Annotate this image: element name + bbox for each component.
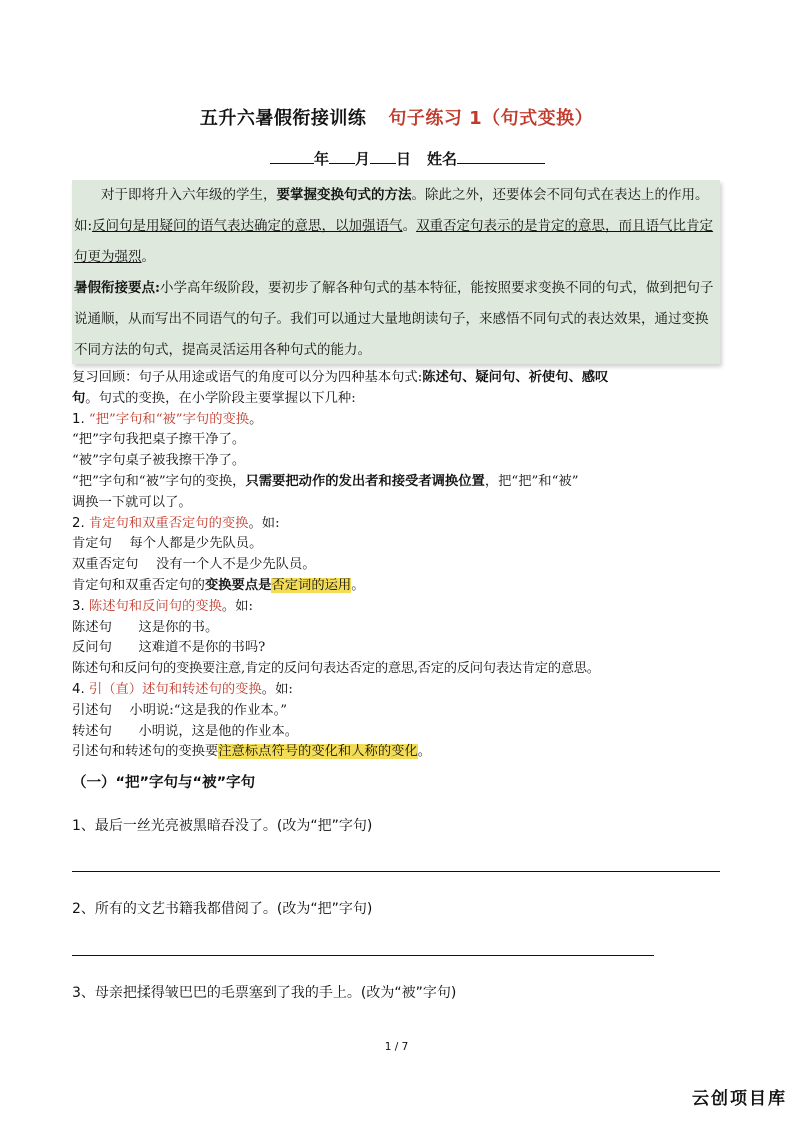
- review-line-2: [72, 389, 722, 410]
- section-3-example-1: 陈述句 这是你的书。: [72, 619, 219, 635]
- section-2-example-1: 肯定句 每个人都是少先队员。: [72, 536, 263, 552]
- section-3-title: 陈述句和反问句的变换: [88, 598, 222, 614]
- section-4-note-end: 。: [417, 744, 432, 760]
- page-title: [0, 104, 793, 130]
- intro-p1-underline-2: 双重否定句表示的是肯定的意思，而且语气比肯定句更为强烈: [74, 218, 714, 265]
- section-1-note-bold: 只需要把动作的发出者和接受者调换位置: [245, 473, 485, 489]
- answer-line-2[interactable]: [72, 955, 654, 956]
- section-4-example-1: 引述句 小明说:“这是我的作业本。”: [72, 702, 288, 718]
- section-3-end: 。如:: [221, 598, 253, 614]
- name-label: 姓名: [427, 150, 458, 168]
- question-1: 1、最后一丝光亮被黑暗吞没了。(改为“把”字句): [72, 818, 373, 834]
- review-intro: 复习回顾：句子从用途或语气的角度可以分为四种基本句式:: [72, 370, 423, 385]
- section-2-end: 。如:: [248, 515, 280, 531]
- section-2-note-end: 。: [351, 577, 365, 593]
- title-sub: 句子练习 1（句式变换）: [388, 108, 594, 129]
- intro-p1-underline-1: 反问句是用疑问的语气表达确定的意思，以加强语气: [92, 218, 403, 234]
- review-section: [72, 368, 722, 763]
- section-3-note: 陈述句和反问句的变换要注意,肯定的反问句表达否定的意思,否定的反问句表达肯定的意思。: [72, 661, 600, 677]
- section-3-number: 3.: [72, 598, 85, 614]
- section-1-note-tail: ，把“把”和“被”: [484, 473, 579, 489]
- section-1-example-2: “被”字句桌子被我擦干净了。: [72, 453, 246, 469]
- section-1-note-2: 调换一下就可以了。: [72, 494, 192, 510]
- review-transform-intro: 。句式的变换，在小学阶段主要掌握以下几种:: [85, 390, 356, 406]
- question-2: 2、所有的文艺书籍我都借阅了。(改为“把”字句): [72, 901, 373, 917]
- section-4-end: 。如:: [261, 681, 293, 697]
- section-4-title: 引（直）述句和转述句的变换: [88, 681, 262, 697]
- section-2-note: [72, 576, 722, 597]
- intro-p1-mid: 。: [402, 218, 417, 234]
- review-four-types-end: 句: [72, 390, 86, 406]
- intro-p1-bold: 要掌握变换句式的方法: [276, 187, 412, 203]
- intro-paragraph-2: [74, 273, 718, 366]
- year-label: 年: [314, 150, 330, 168]
- day-blank[interactable]: [370, 149, 396, 164]
- section-1-note-1: [72, 472, 722, 493]
- intro-key-points-label: 暑假衔接要点:: [74, 280, 160, 296]
- section-2-highlight: 否定词的运用: [271, 577, 352, 593]
- watermark: 云创项目库: [692, 1089, 787, 1109]
- section-3-example-2: 反问句 这难道不是你的书吗?: [72, 640, 266, 656]
- date-name-line: [270, 148, 545, 169]
- section-4-number: 4.: [72, 681, 85, 697]
- section-3-heading: [72, 597, 722, 618]
- intro-p1-lead: 对于即将升入六年级的学生，: [101, 187, 277, 203]
- section-1-note-lead: “把”字句和“被”字句的变换，: [72, 473, 246, 489]
- month-blank[interactable]: [329, 149, 355, 164]
- answer-line-1[interactable]: [72, 871, 720, 872]
- intro-p1-end: 。: [141, 249, 155, 265]
- section-4-highlight: 注意标点符号的变化和人称的变化: [218, 744, 418, 760]
- section-2-example-2: 双重否定句 没有一个人不是少先队员。: [72, 557, 316, 573]
- section-2-title: 肯定句和双重否定句的变换: [88, 515, 249, 531]
- section-1-example-1: “把”字句我把桌子擦干净了。: [72, 432, 246, 448]
- section-1-number: 1.: [72, 411, 85, 427]
- exercise-section-title: （一）“把”字句与“被”字句: [72, 775, 256, 791]
- section-1-title: “把”字句和“被”字句的变换: [88, 411, 250, 427]
- review-line-1: [72, 368, 722, 389]
- intro-paragraph-1: [74, 180, 718, 273]
- year-blank[interactable]: [270, 149, 314, 164]
- section-2-heading: [72, 514, 722, 535]
- section-4-note: [72, 742, 722, 763]
- section-4-example-2: 转述句 小明说，这是他的作业本。: [72, 723, 299, 739]
- review-four-types: 陈述句、疑问句、祈使句、感叹: [422, 370, 609, 385]
- section-2-number: 2.: [72, 515, 85, 531]
- section-1-heading: [72, 410, 722, 431]
- section-2-note-lead: 肯定句和双重否定句的: [72, 577, 205, 593]
- page-number: 1 / 7: [384, 1041, 409, 1053]
- name-blank[interactable]: [457, 149, 545, 164]
- month-label: 月: [355, 150, 371, 168]
- section-4-note-lead: 引述句和转述句的变换要: [72, 744, 219, 760]
- section-4-heading: [72, 680, 722, 701]
- title-main: 五升六暑假衔接训练: [199, 108, 367, 129]
- day-label: 日: [396, 150, 412, 168]
- intro-key-points-text: 小学高年级阶段，要初步了解各种句式的基本特征，能按照要求变换不同的句式，做到把句子说通顺，从而写出不同语气的句子。我们可以通过大量地朗读句子，来感悟不同句式的表达效果，通过变换不同方法的句式，提高灵活运用各种句式的能力。: [74, 280, 714, 358]
- section-2-note-bold: 变换要点是: [204, 577, 272, 593]
- intro-box: [72, 180, 720, 364]
- intro-p1-rest: 。除此之外，还要体会不同句式在表达上的作用。如:: [74, 187, 709, 234]
- question-3: 3、母亲把揉得皱巴巴的毛票塞到了我的手上。(改为“被”字句): [72, 985, 457, 1001]
- section-1-end: 。: [249, 411, 263, 427]
